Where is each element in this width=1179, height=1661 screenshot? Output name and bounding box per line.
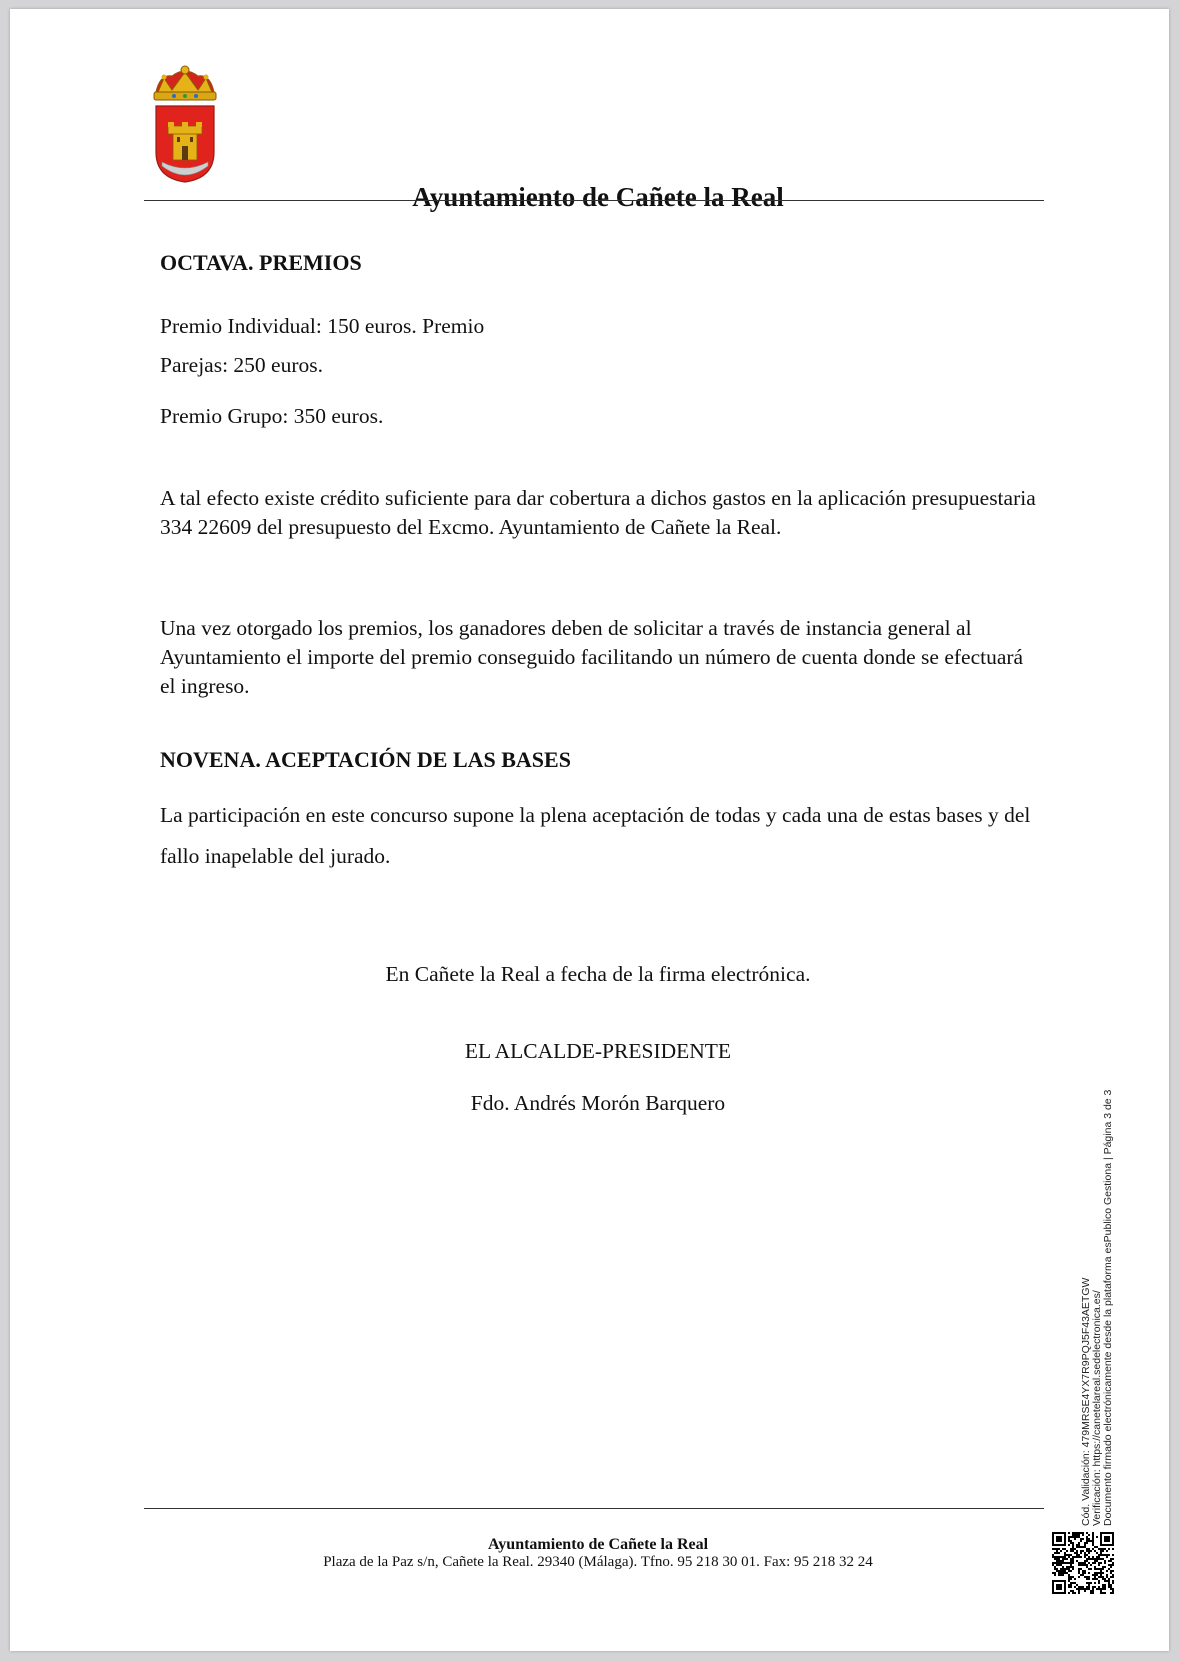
document-page: [10, 9, 1169, 1651]
section-heading-novena: NOVENA. ACEPTACIÓN DE LAS BASES: [160, 747, 571, 772]
validation-code: Cód. Validación: 479MRSE4YX7R9PQJ5F43AETGW: [1080, 1277, 1092, 1526]
prize-line-grupo: Premio Grupo: 350 euros.: [160, 404, 384, 428]
header-title: Ayuntamiento de Cañete la Real: [412, 182, 784, 212]
signatory-role: EL ALCALDE-PRESIDENTE: [464, 1039, 732, 1063]
credit-paragraph: A tal efecto existe crédito suficiente para dar cobertura a dichos gastos en la aplicación presupuestaria 334 22609 del presupuesto del Excmo. Ayuntamiento de Cañete la Real.: [160, 486, 1036, 539]
acceptance-paragraph: La participación en este concurso supone la plena aceptación de todas y cada una de estas bases y del fallo inapelable del jurado.: [160, 803, 1031, 868]
place-date: En Cañete la Real a fecha de la firma electrónica.: [385, 962, 811, 986]
coat-of-arms-icon: [146, 62, 224, 188]
signature-note: Documento firmado electrónicamente desde la plataforma esPublico Gestiona | Página 3 de 3: [1102, 1089, 1114, 1526]
verification-stamp: [1081, 1090, 1114, 1526]
header-rule: [144, 200, 1044, 201]
section-heading-octava: OCTAVA. PREMIOS: [160, 250, 362, 275]
qr-code-icon: [1050, 1530, 1116, 1596]
footer-rule: [144, 1508, 1044, 1509]
payment-paragraph: Una vez otorgado los premios, los ganadores deben de solicitar a través de instancia general al Ayuntamiento el importe del premio conseguido facilitando un número de cuenta donde se efectuará el ingreso.: [160, 616, 1024, 698]
signatory-name: Fdo. Andrés Morón Barquero: [470, 1091, 726, 1115]
footer-address: Plaza de la Paz s/n, Cañete la Real. 29340 (Málaga). Tfno. 95 218 30 01. Fax: 95 218 32 24: [323, 1554, 873, 1570]
prize-line-individual: Premio Individual: 150 euros. Premio: [160, 314, 485, 338]
verification-url: Verificación: https://canetelareal.sedelectronica.es/: [1091, 1290, 1103, 1526]
footer-name: Ayuntamiento de Cañete la Real: [487, 1536, 709, 1553]
prize-line-parejas: Parejas: 250 euros.: [160, 353, 324, 377]
